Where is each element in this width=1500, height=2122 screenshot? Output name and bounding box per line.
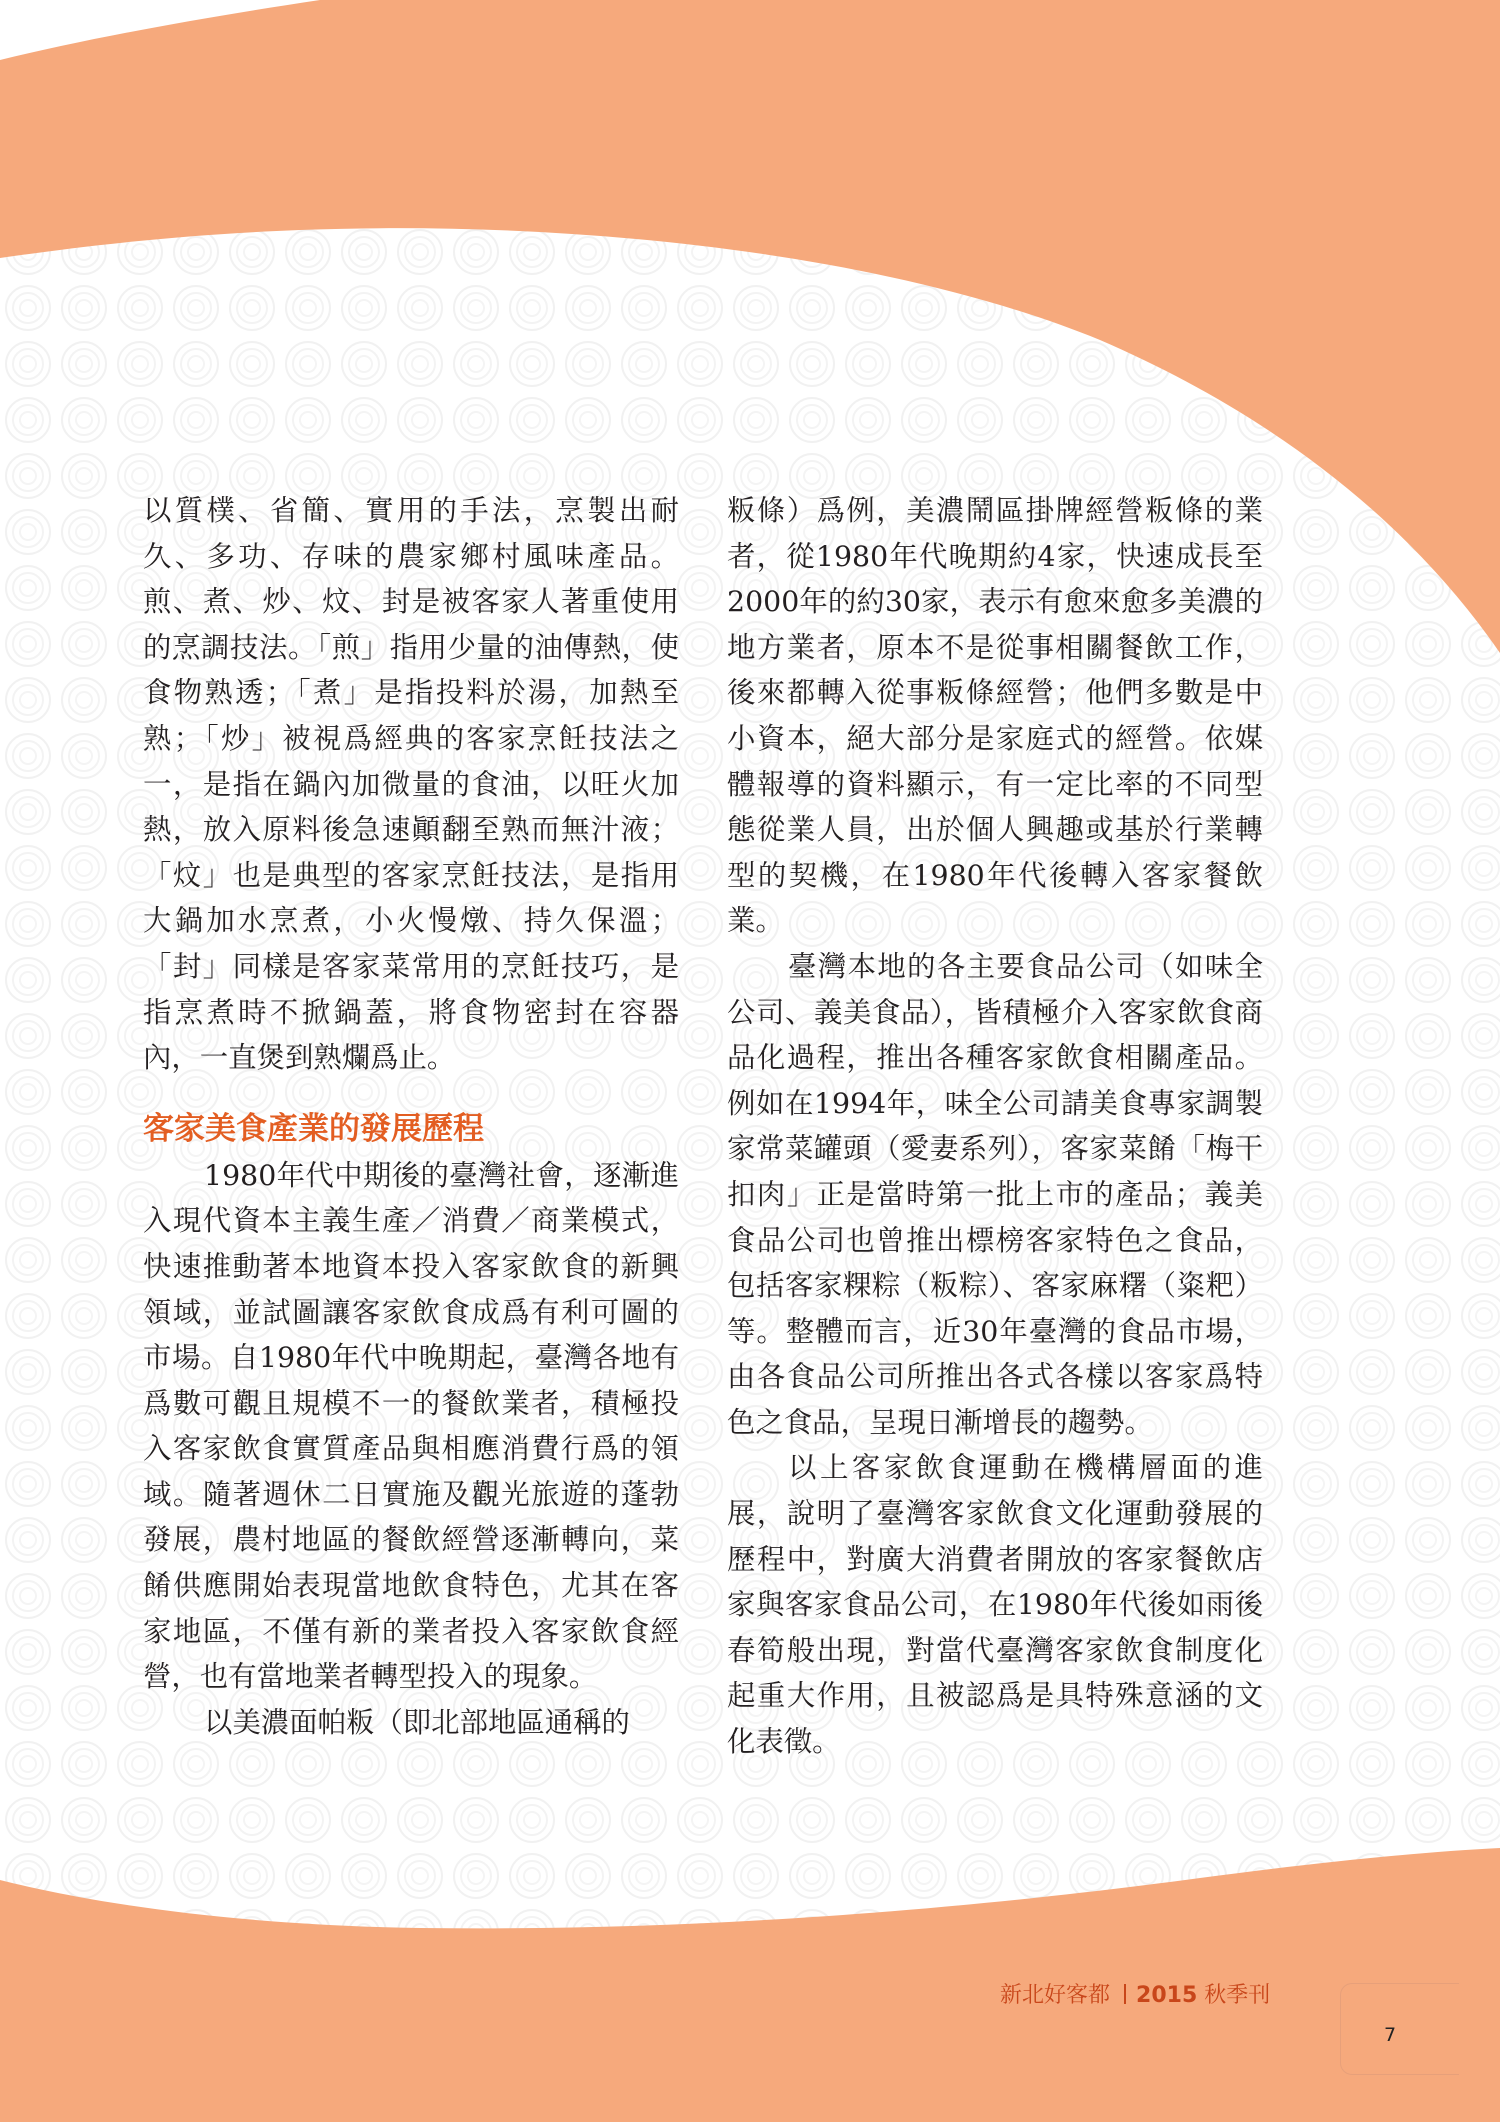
right-paragraph-2: 臺灣本地的各主要食品公司（如味全公司、義美食品），皆積極介入客家飲食商品化過程，推出各種客家飲食相關產品。例如在1994年，味全公司請美食專家調製家常菜罐頭（愛妻系列），客家菜餚「梅干扣肉」正是當時第一批上市的產品；義美食品公司也曾推出標榜客家特色之食品，包括客家粿粽（粄粽）、客家麻糬（粢粑）等。整體而言，近30年臺灣的食品市場，由各食品公司所推出各式各樣以客家爲特色之食品，呈現日漸增長的趨勢。 [727,949,1263,1439]
right-text-column [727,488,1263,1765]
right-paragraph-3: 以上客家飲食運動在機構層面的進展，說明了臺灣客家飲食文化運動發展的歷程中，對廣大消費者開放的客家餐飲店家與客家食品公司，在1980年代後如雨後春筍般出現，對當代臺灣客家飲食制度化起重大作用，且被認爲是具特殊意涵的文化表徵。 [727,1451,1263,1759]
section-heading: 客家美食產業的發展歷程 [143,1110,484,1147]
left-paragraph-1: 以質樸、省簡、實用的手法，烹製出耐久、多功、存味的農家鄉村風味產品。煎、煮、炒、炆、封是被客家人著重使用的烹調技法。「煎」指用少量的油傳熱，使食物熟透；「煮」是指投料於湯，加熱至熟；「炒」被視爲經典的客家烹飪技法之一，是指在鍋內加微量的食油，以旺火加熱，放入原料後急速顚翻至熟而無汁液；「炆」也是典型的客家烹飪技法，是指用大鍋加水烹煮，小火慢燉、持久保溫；「封」同樣是客家菜常用的烹飪技巧，是指烹煮時不掀鍋蓋，將食物密封在容器內，一直煲到熟爛爲止。 [143,494,679,1075]
left-paragraph-2: 1980年代中期後的臺灣社會，逐漸進入現代資本主義生產／消費／商業模式，快速推動著本地資本投入客家飲食的新興領域，並試圖讓客家飲食成爲有利可圖的市場。自1980年代中晚期起，臺灣各地有爲數可觀且規模不一的餐飲業者，積極投入客家飲食實質產品與相應消費行爲的領域。隨著週休二日實施及觀光旅遊的蓬勃發展，農村地區的餐飲經營逐漸轉向，菜餚供應開始表現當地飲食特色，尤其在客家地區，不僅有新的業者投入客家飲食經營，也有當地業者轉型投入的現象。 [143,1158,679,1694]
footer-separator [1124,1984,1126,2004]
issue-season: 秋季刊 [1204,1983,1271,2008]
left-text-column [143,488,679,1745]
issue-year: 2015 [1136,1983,1198,2008]
left-paragraph-3: 以美濃面帕粄（即北部地區通稱的 [204,1705,630,1739]
page-number-box [1340,1983,1459,2075]
publication-name: 新北好客都 [1000,1983,1111,2008]
page-number: 7 [1384,2024,1397,2046]
right-paragraph-1: 粄條）爲例，美濃鬧區掛牌經營粄條的業者，從1980年代晚期約4家，快速成長至2000年的約30家，表示有愈來愈多美濃的地方業者，原本不是從事相關餐飲工作，後來都轉入從事粄條經營；他們多數是中小資本，絕大部分是家庭式的經營。依媒體報導的資料顯示，有一定比率的不同型態從業人員，出於個人興趣或基於行業轉型的契機，在1980年代後轉入客家餐飲業。 [727,494,1263,938]
footer-masthead [1000,1978,1330,2018]
